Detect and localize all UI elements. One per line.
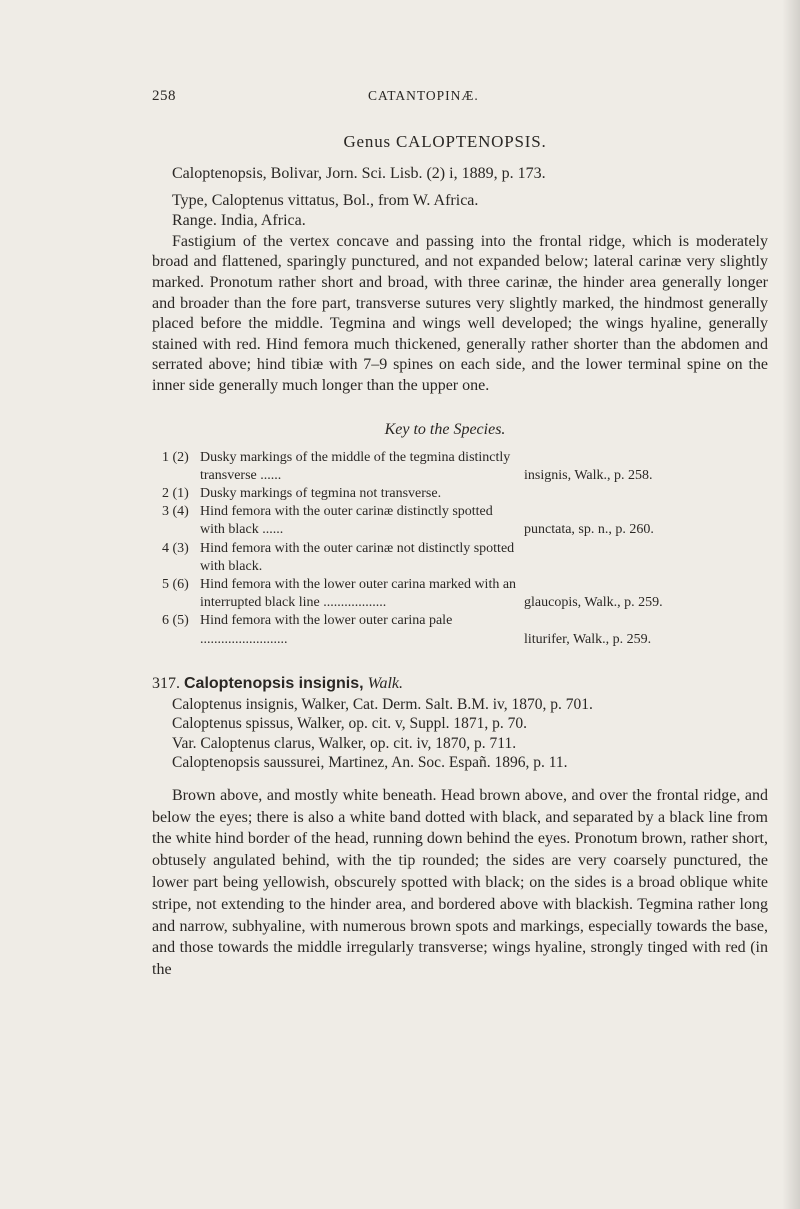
synonym-entry: Caloptenus insignis, Walker, Cat. Derm. Salt. B.M. iv, 1870, p. 701.: [172, 695, 593, 713]
species-description: Brown above, and mostly white beneath. Head brown above, and over the frontal ridge, and below the eyes; there is also a white band dotted with black, and separated by a black line from the white hind border of the head, running down behind the eyes. Pronotum brown, rather short, obtusely angulated behind, with the tip rounded; the sides are very coarsely punctured, the lower part being yellowish, obscurely spotted with black; on the sides is a broad oblique white stripe, not extending to the hinder area, and bordered above with blackish. Tegmina rather long and narrow, subhyaline, with numerous brown spots and markings, especially towards the base, and those towards the middle irregularly transverse; wings hyaline, strongly tinged with red (in the: [152, 786, 768, 979]
key-row-text: Hind femora with the outer carinæ distinctly spotted with black ......: [200, 504, 493, 538]
key-row-number: 1 (2): [162, 449, 189, 465]
key-row: [162, 540, 770, 576]
genus-type: Type, Caloptenus vittatus, Bol., from W. Africa.: [172, 191, 479, 209]
page-header: [152, 88, 712, 110]
genus-reference: Caloptenopsis, Bolivar, Jorn. Sci. Lisb. (2) i, 1889, p. 173.: [172, 165, 546, 182]
key-row-text: Dusky markings of tegmina not transverse.: [200, 485, 442, 501]
genus-range: Range. India, Africa.: [172, 212, 306, 230]
genus-title: Genus CALOPTENOPSIS.: [343, 132, 547, 151]
key-row-number: 6 (5): [162, 613, 189, 629]
synonym-entry: Var. Caloptenus clarus, Walker, op. cit. iv, 1870, p. 711.: [172, 734, 517, 752]
page-number: 258: [152, 88, 176, 104]
species-key: [162, 449, 770, 649]
key-row-text: Hind femora with the lower outer carina pale .........................: [200, 613, 453, 647]
synonym-list: [0, 695, 800, 773]
key-row: [162, 449, 770, 485]
key-row-result: glaucopis, Walk., p. 259.: [524, 595, 663, 611]
key-row-text: Dusky markings of the middle of the tegmina distinctly transverse ......: [200, 449, 511, 483]
genus-description: Fastigium of the vertex concave and passing into the frontal ridge, which is moderately broad and flattened, sparingly punctured, and not expanded below; lateral carinæ very slightly marked. Pronotum rather short and broad, with three carinæ, the hinder area generally longer and broader than the fore part, transverse sutures very slightly marked, the hindmost generally placed before the middle. Tegmina and wings well developed; the wings hyaline, generally stained with red. Hind femora much thickened, generally rather shorter than the abdomen and serrated above; hind tibiæ with 7–9 spines on each side, and the lower terminal spine on the inner side generally much longer than the upper one.: [152, 232, 768, 394]
key-row-result: punctata, sp. n., p. 260.: [524, 522, 654, 538]
species-name: Caloptenopsis insignis,: [184, 674, 364, 692]
key-row-text: Hind femora with the lower outer carina marked with an interrupted black line ..................: [200, 576, 517, 611]
page-body: [0, 132, 800, 981]
key-row-number: 2 (1): [162, 485, 189, 501]
key-row-number: 5 (6): [162, 576, 189, 592]
synonym-entry: Caloptenus spissus, Walker, op. cit. v, Suppl. 1871, p. 70.: [172, 715, 528, 733]
key-row-number: 3 (4): [162, 504, 189, 520]
species-heading: [0, 675, 800, 693]
species-number: 317.: [152, 674, 180, 692]
key-row: [162, 576, 770, 612]
key-row-result: insignis, Walk., p. 258.: [524, 467, 653, 483]
running-head: CATANTOPINÆ.: [368, 88, 479, 103]
synonym-entry: Caloptenopsis saussurei, Martinez, An. Soc. Españ. 1896, p. 11.: [172, 754, 568, 772]
key-title: Key to the Species.: [384, 420, 506, 438]
species-author: Walk.: [367, 674, 403, 692]
key-row-number: 4 (3): [162, 540, 189, 556]
key-row: [162, 503, 770, 539]
key-row: [162, 485, 770, 503]
key-row: [162, 612, 770, 648]
key-row-text: Hind femora with the outer carinæ not distinctly spotted with black.: [200, 540, 515, 574]
key-row-result: liturifer, Walk., p. 259.: [524, 631, 652, 647]
